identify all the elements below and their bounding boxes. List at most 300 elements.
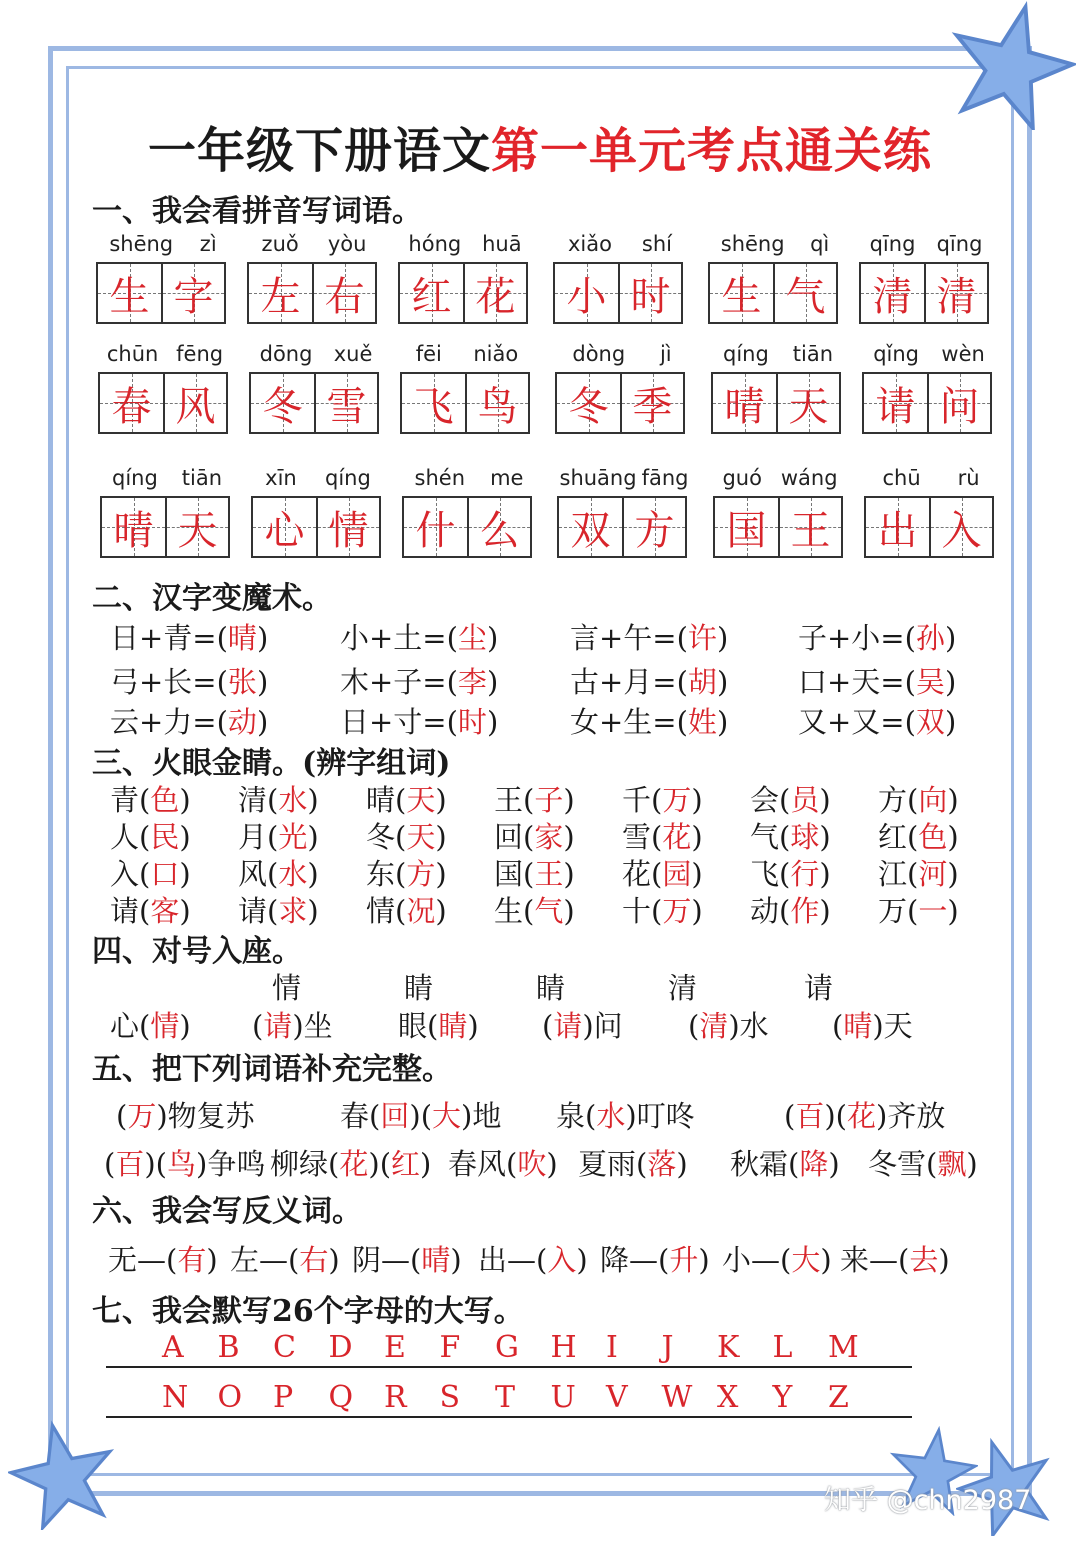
- pinyin-label: [555, 342, 689, 366]
- prompt-text: (: [926, 1147, 938, 1181]
- answer-text: 飘: [937, 1147, 967, 1181]
- answer-text: 百: [795, 1099, 825, 1133]
- uppercase-letter: G: [495, 1330, 519, 1365]
- answer-char: 季: [632, 383, 673, 430]
- uppercase-letter: T: [495, 1380, 516, 1415]
- tianzige-cell: [710, 264, 773, 322]
- uppercase-letter: V: [606, 1380, 628, 1415]
- complete-item: [340, 1094, 501, 1135]
- pinyin-label: [859, 232, 993, 256]
- title-red: 第一单元考点通关练: [491, 123, 933, 179]
- pinyin-syllable: jì: [659, 342, 672, 366]
- prompt-text: 小+土=(: [340, 621, 458, 655]
- prompt-text: (: [104, 1147, 116, 1181]
- answer-text: 孙: [915, 621, 945, 655]
- magic-item: [798, 660, 956, 701]
- magic-item: [110, 616, 268, 657]
- answer-text: 万: [662, 894, 692, 928]
- pinyin-syllable: fēng: [176, 342, 224, 366]
- magic-item: [110, 700, 268, 741]
- prompt-text: (: [267, 820, 279, 854]
- answer-text: 天: [406, 820, 436, 854]
- prompt-text: (: [651, 894, 663, 928]
- tianzige-cell: [618, 264, 681, 322]
- seat-item: [252, 1004, 333, 1045]
- discern-item: [622, 815, 703, 856]
- tianzige-cell: [163, 374, 226, 432]
- discern-item: [750, 815, 831, 856]
- pinyin-syllable: dōng: [259, 342, 313, 366]
- prompt-text: ): [716, 705, 729, 739]
- answer-char: 花: [475, 273, 516, 320]
- title-black: 一年级下册语文: [147, 123, 491, 179]
- prompt-text: 日+寸=(: [340, 705, 458, 739]
- pinyin-label: [247, 232, 381, 256]
- answer-text: 红: [391, 1147, 421, 1181]
- discern-item: [878, 889, 959, 930]
- prompt-text: 飞: [750, 857, 780, 891]
- section-heading-4: 四、对号入座。: [92, 934, 302, 969]
- prompt-text: ): [256, 665, 269, 699]
- tianzige-cell: [773, 264, 836, 322]
- section-heading-6: 六、我会写反义词。: [92, 1194, 362, 1229]
- prompt-text: ): [461, 1099, 473, 1133]
- pinyin-syllable: xiǎo: [567, 232, 612, 256]
- tianzige-box: [400, 372, 530, 434]
- pinyin-label: [400, 342, 534, 366]
- letters-row-1: [106, 1330, 912, 1368]
- pinyin-syllable: qīng: [869, 232, 916, 256]
- answer-text: 晴: [227, 621, 257, 655]
- prompt-text: 左—(: [230, 1243, 300, 1277]
- prompt-text: (: [523, 820, 535, 854]
- discern-item: [110, 778, 191, 819]
- magic-item: [570, 700, 728, 741]
- prompt-text: ): [947, 894, 959, 928]
- tianzige-box: [247, 262, 377, 324]
- answer-char: 问: [939, 383, 980, 430]
- answer-text: 光: [278, 820, 308, 854]
- prompt-text: ): [486, 621, 499, 655]
- pinyin-syllable: qì: [810, 232, 830, 256]
- complete-item: [868, 1142, 978, 1183]
- prompt-text: 物复苏: [167, 1099, 255, 1133]
- prompt-text: ): [307, 820, 319, 854]
- prompt-text: ): [179, 1009, 191, 1043]
- answer-text: 水: [278, 857, 308, 891]
- answer-text: 吴: [915, 665, 945, 699]
- tianzige-cell: [866, 498, 929, 556]
- discern-item: [750, 889, 831, 930]
- prompt-text: (: [506, 1147, 518, 1181]
- antonym-item: [108, 1238, 218, 1279]
- pinyin-syllable: zì: [199, 232, 217, 256]
- pinyin-syllable: hóng: [408, 232, 462, 256]
- tianzige-cell: [555, 264, 618, 322]
- answer-char: 方: [634, 507, 675, 554]
- answer-text: 色: [150, 783, 180, 817]
- uppercase-letter: R: [384, 1380, 407, 1415]
- prompt-text: 请: [238, 894, 268, 928]
- antonym-item: [478, 1238, 588, 1279]
- prompt-text: 花: [622, 857, 652, 891]
- tianzige-box: [864, 496, 994, 558]
- tianzige-box: [100, 496, 230, 558]
- pinyin-syllable: huā: [482, 232, 522, 256]
- prompt-text: ): [435, 857, 447, 891]
- pinyin-label: [98, 342, 232, 366]
- answer-text: 回: [380, 1099, 410, 1133]
- pinyin-syllable: zuǒ: [261, 232, 299, 256]
- complete-item: [270, 1142, 431, 1183]
- tianzige-cell: [622, 498, 685, 556]
- prompt-text: 红: [878, 820, 908, 854]
- prompt-text: 弓+长=(: [110, 665, 228, 699]
- answer-text: 张: [227, 665, 257, 699]
- pinyin-syllable: qīng: [936, 232, 983, 256]
- tianzige-box: [249, 372, 379, 434]
- prompt-text: ): [435, 820, 447, 854]
- discern-item: [494, 852, 575, 893]
- discern-item: [750, 852, 831, 893]
- prompt-text: 女+生=(: [570, 705, 688, 739]
- complete-item: [116, 1094, 255, 1135]
- prompt-text: (: [139, 894, 151, 928]
- section-heading-1: 一、我会看拼音写词语。: [92, 194, 422, 229]
- prompt-text: ): [828, 1147, 840, 1181]
- answer-char: 清: [872, 273, 913, 320]
- prompt-text: 会: [750, 783, 780, 817]
- prompt-text: 无—(: [108, 1243, 178, 1277]
- complete-item: [784, 1094, 945, 1135]
- prompt-text: ): [179, 783, 191, 817]
- tianzige-cell: [559, 498, 622, 556]
- tianzige-cell: [467, 498, 530, 556]
- prompt-text: ): [450, 1243, 462, 1277]
- prompt-text: (: [779, 820, 791, 854]
- answer-char: 双: [570, 507, 611, 554]
- complete-item: [104, 1142, 265, 1183]
- answer-char: 飞: [413, 383, 454, 430]
- prompt-text: (: [267, 783, 279, 817]
- uppercase-letter: M: [828, 1330, 859, 1365]
- prompt-text: 春风: [448, 1147, 507, 1181]
- pinyin-label: [398, 232, 532, 256]
- discern-item: [622, 852, 703, 893]
- answer-char: 红: [411, 273, 452, 320]
- prompt-text: (: [139, 783, 151, 817]
- pinyin-syllable: shuāng: [559, 466, 637, 490]
- answer-char: 时: [630, 273, 671, 320]
- answer-text: 园: [662, 857, 692, 891]
- prompt-text: (: [907, 783, 919, 817]
- prompt-text: (: [267, 894, 279, 928]
- prompt-text: 动: [750, 894, 780, 928]
- answer-char: 雪: [326, 383, 367, 430]
- answer-char: 晴: [724, 383, 765, 430]
- answer-text: 去: [909, 1243, 939, 1277]
- prompt-text: ): [691, 857, 703, 891]
- prompt-text: 清: [668, 971, 698, 1005]
- answer-char: 右: [324, 273, 365, 320]
- section-heading-3: 三、火眼金睛。(辨字组词): [92, 746, 451, 781]
- tianzige-cell: [776, 374, 839, 432]
- tianzige-cell: [316, 498, 379, 556]
- prompt-text: (: [379, 1147, 392, 1181]
- uppercase-letter: L: [772, 1330, 793, 1365]
- prompt-text: 国: [494, 857, 524, 891]
- pinyin-syllable: fēi: [415, 342, 442, 366]
- answer-char: 什: [415, 507, 456, 554]
- prompt-text: (: [907, 857, 919, 891]
- answer-text: 动: [227, 705, 257, 739]
- answer-text: 花: [847, 1099, 877, 1133]
- prompt-text: 争鸣: [207, 1147, 266, 1181]
- prompt-text: (: [395, 894, 407, 928]
- tianzige-cell: [98, 264, 161, 322]
- answer-text: 万: [127, 1099, 157, 1133]
- antonym-item: [230, 1238, 340, 1279]
- answer-char: 气: [785, 273, 826, 320]
- prompt-text: ): [819, 783, 831, 817]
- discern-item: [110, 852, 191, 893]
- seat-option: [536, 966, 565, 1007]
- prompt-text: 口+天=(: [798, 665, 916, 699]
- pinyin-label: [251, 466, 385, 490]
- uppercase-letter: U: [550, 1380, 576, 1415]
- answer-text: 行: [790, 857, 820, 891]
- prompt-text: 清: [238, 783, 268, 817]
- answer-char: 冬: [262, 383, 303, 430]
- prompt-text: ): [676, 1147, 688, 1181]
- tianzige-box: [402, 496, 532, 558]
- uppercase-letter: O: [217, 1380, 243, 1415]
- prompt-text: (: [267, 857, 279, 891]
- tianzige-box: [251, 496, 381, 558]
- seat-item: [832, 1004, 913, 1045]
- antonym-item: [600, 1238, 710, 1279]
- tianzige-box: [859, 262, 989, 324]
- prompt-text: ): [179, 894, 191, 928]
- antonym-item: [840, 1238, 950, 1279]
- seat-item: [398, 1004, 479, 1045]
- tianzige-cell: [927, 374, 990, 432]
- prompt-text: (: [328, 1147, 340, 1181]
- tianzige-box: [98, 372, 228, 434]
- answer-text: 民: [150, 820, 180, 854]
- prompt-text: 入: [110, 857, 140, 891]
- pinyin-label: [864, 466, 998, 490]
- answer-text: 水: [596, 1099, 626, 1133]
- prompt-text: (: [155, 1147, 167, 1181]
- tianzige-cell: [161, 264, 224, 322]
- discern-item: [110, 889, 191, 930]
- tianzige-cell: [404, 498, 467, 556]
- prompt-text: )天: [872, 1009, 913, 1043]
- answer-text: 许: [687, 621, 717, 655]
- tianzige-cell: [861, 264, 924, 322]
- prompt-text: 情: [366, 894, 396, 928]
- discern-item: [238, 889, 319, 930]
- antonym-item: [722, 1238, 832, 1279]
- prompt-text: 请: [110, 894, 140, 928]
- prompt-text: ): [947, 857, 959, 891]
- prompt-text: ): [819, 820, 831, 854]
- magic-item: [340, 700, 498, 741]
- prompt-text: 万: [878, 894, 908, 928]
- star-icon: [946, 0, 1076, 130]
- discern-item: [622, 889, 703, 930]
- prompt-text: ): [938, 1243, 950, 1277]
- prompt-text: ): [420, 1147, 432, 1181]
- answer-text: 姓: [687, 705, 717, 739]
- tianzige-box: [713, 496, 843, 558]
- prompt-text: ): [546, 1147, 558, 1181]
- answer-text: 万: [662, 783, 692, 817]
- uppercase-letter: F: [439, 1330, 461, 1365]
- answer-text: 鸟: [167, 1147, 197, 1181]
- answer-text: 气: [534, 894, 564, 928]
- prompt-text: 心(: [110, 1009, 151, 1043]
- tianzige-box: [553, 262, 683, 324]
- prompt-text: )问: [582, 1009, 623, 1043]
- answer-char: 心: [264, 507, 305, 554]
- watermark: 知乎 @chn2987: [824, 1485, 1032, 1516]
- answer-text: 球: [790, 820, 820, 854]
- prompt-text: ): [716, 665, 729, 699]
- answer-char: 生: [109, 273, 150, 320]
- uppercase-letter: H: [550, 1330, 577, 1365]
- answer-text: 降: [799, 1147, 829, 1181]
- prompt-text: ): [947, 820, 959, 854]
- prompt-text: 柳绿: [270, 1147, 329, 1181]
- tianzige-cell: [864, 374, 927, 432]
- pinyin-syllable: qíng: [325, 466, 371, 490]
- answer-text: 客: [150, 894, 180, 928]
- prompt-text: )坐: [292, 1009, 333, 1043]
- answer-text: 升: [669, 1243, 699, 1277]
- prompt-text: 青: [110, 783, 140, 817]
- answer-text: 水: [278, 783, 308, 817]
- tianzige-cell: [100, 374, 163, 432]
- prompt-text: 春: [340, 1099, 370, 1133]
- answer-char: 左: [260, 273, 301, 320]
- tianzige-cell: [312, 264, 375, 322]
- magic-item: [340, 660, 498, 701]
- prompt-text: ): [486, 705, 499, 739]
- prompt-text: 云+力=(: [110, 705, 228, 739]
- answer-char: 请: [875, 383, 916, 430]
- prompt-text: 叮咚: [636, 1099, 695, 1133]
- uppercase-letter: S: [439, 1380, 461, 1415]
- prompt-text: ): [563, 783, 575, 817]
- prompt-text: ): [206, 1243, 218, 1277]
- tianzige-cell: [314, 374, 377, 432]
- pinyin-syllable: rù: [957, 466, 980, 490]
- discern-item: [366, 778, 447, 819]
- uppercase-letter: B: [217, 1330, 240, 1365]
- answer-text: 向: [918, 783, 948, 817]
- pinyin-syllable: shí: [641, 232, 672, 256]
- tianzige-cell: [557, 374, 620, 432]
- prompt-text: 又+又=(: [798, 705, 916, 739]
- prompt-text: ): [716, 621, 729, 655]
- tianzige-cell: [713, 374, 776, 432]
- prompt-text: ): [691, 783, 703, 817]
- answer-text: 花: [339, 1147, 369, 1181]
- prompt-text: 回: [494, 820, 524, 854]
- uppercase-letter: W: [661, 1380, 693, 1415]
- prompt-text: 眼(: [398, 1009, 439, 1043]
- prompt-text: ): [820, 1243, 832, 1277]
- prompt-text: (: [688, 1009, 700, 1043]
- answer-text: 色: [918, 820, 948, 854]
- prompt-text: (: [788, 1147, 800, 1181]
- discern-item: [878, 815, 959, 856]
- answer-char: 王: [790, 507, 831, 554]
- prompt-text: 雪: [622, 820, 652, 854]
- letters-row-2: [106, 1380, 912, 1418]
- tianzige-box: [555, 372, 685, 434]
- prompt-text: (: [779, 894, 791, 928]
- prompt-text: 月: [238, 820, 268, 854]
- seat-option: [668, 966, 697, 1007]
- answer-char: 晴: [113, 507, 154, 554]
- tianzige-box: [557, 496, 687, 558]
- answer-text: 员: [790, 783, 820, 817]
- prompt-text: ): [467, 1009, 479, 1043]
- prompt-text: ): [196, 1147, 208, 1181]
- prompt-text: ): [156, 1099, 168, 1133]
- answer-char: 清: [936, 273, 977, 320]
- answer-char: 国: [726, 507, 767, 554]
- pinyin-syllable: chūn: [106, 342, 159, 366]
- prompt-text: ): [944, 621, 957, 655]
- prompt-text: 来—(: [840, 1243, 910, 1277]
- tianzige-cell: [253, 498, 316, 556]
- prompt-text: ): [144, 1147, 156, 1181]
- pinyin-label: [557, 466, 691, 490]
- prompt-text: (: [651, 857, 663, 891]
- pinyin-label: [100, 466, 234, 490]
- answer-char: 情: [328, 507, 369, 554]
- pinyin-syllable: xīn: [265, 466, 297, 490]
- answer-text: 入: [547, 1243, 577, 1277]
- tianzige-box: [711, 372, 841, 434]
- prompt-text: (: [369, 1099, 381, 1133]
- answer-text: 一: [918, 894, 948, 928]
- prompt-text: ): [625, 1099, 637, 1133]
- prompt-text: ): [307, 894, 319, 928]
- tianzige-cell: [400, 264, 463, 322]
- answer-text: 大: [432, 1099, 462, 1133]
- prompt-text: 生: [494, 894, 524, 928]
- answer-text: 落: [647, 1147, 677, 1181]
- pinyin-syllable: wèn: [941, 342, 985, 366]
- prompt-text: 秋霜: [730, 1147, 789, 1181]
- prompt-text: ): [691, 820, 703, 854]
- answer-text: 请: [553, 1009, 583, 1043]
- answer-char: 字: [173, 273, 214, 320]
- prompt-text: ): [179, 820, 191, 854]
- prompt-text: 齐放: [887, 1099, 946, 1133]
- prompt-text: )水: [728, 1009, 769, 1043]
- tianzige-box: [862, 372, 992, 434]
- tianzige-box: [398, 262, 528, 324]
- prompt-text: (: [395, 783, 407, 817]
- prompt-text: 东: [366, 857, 396, 891]
- uppercase-letter: P: [273, 1380, 294, 1415]
